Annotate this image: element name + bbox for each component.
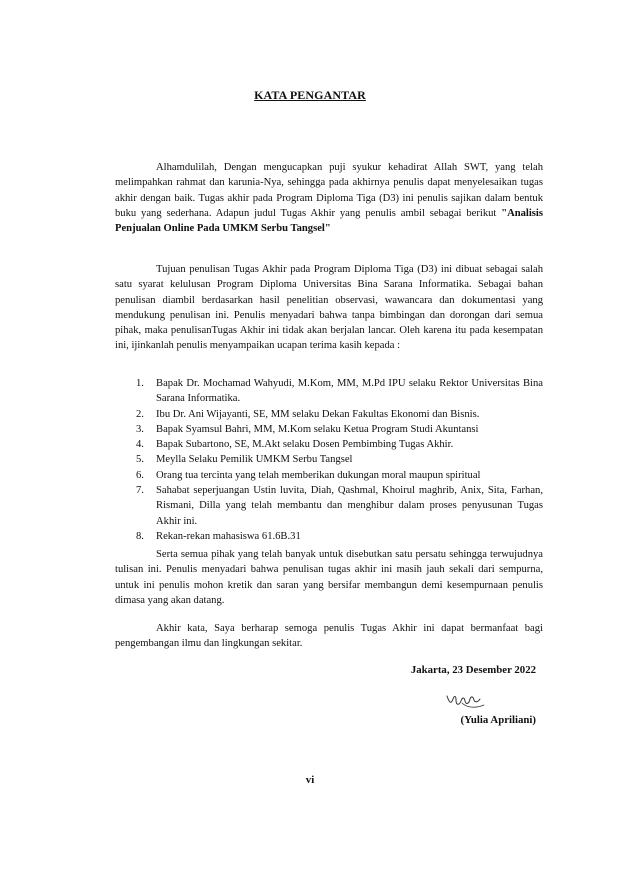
closing-paragraph: Akhir kata, Saya berharap semoga penulis Tugas Akhir ini dapat bermanfaat bagi pengembangan ilmu dan lingkungan sekitar.: [115, 623, 543, 650]
intro-paragraph-text: Alhamdulilah, Dengan mengucapkan puji syukur kehadirat Allah SWT, yang telah melimpahkan rahmat dan karunia-Nya, sehingga pada akhirnya penulis dapat menyelesaikan tugas akhir dengan baik. Tugas akhir pada Program Diploma Tiga (D3) ini penulis sajikan dalam bentuk buku yang sederhana. Adapun judul Tugas Akhir yang penulis ambil sebagai berikut: [115, 162, 543, 219]
signature-icon: [444, 690, 490, 712]
list-item: [115, 483, 543, 529]
list-item-number: 3.: [136, 423, 144, 435]
list-item: [115, 407, 543, 422]
list-item-number: 2.: [136, 408, 144, 420]
page-title: KATA PENGANTAR: [254, 88, 366, 102]
list-item: [115, 437, 543, 452]
list-item: [115, 529, 543, 544]
intro-paragraph: [115, 160, 543, 236]
list-item-text: Bapak Syamsul Bahri, MM, M.Kom selaku Ketua Program Studi Akuntansi: [156, 423, 479, 435]
list-item-text: Sahabat seperjuangan Ustin luvita, Diah, Qashmal, Khoirul maghrib, Anix, Sita, Farhan, Rismani, Dilla yang telah membantu dan menghibur dalam proses penyusunan Tugas Akhir ini.: [156, 485, 543, 527]
list-item-number: 1.: [136, 378, 144, 389]
list-item: [115, 376, 543, 407]
acknowledgement-paragraph: Serta semua pihak yang telah banyak untuk disebutkan satu persatu sehingga terwujudnya tulisan ini. Penulis menyadari bahwa penulisan tugas akhir ini masih jauh sekali dari sempurna, untuk ini penulis mohon kretik dan saran yang bersifar membangun demi kesempurnaan penulis dimasa yang akan datang.: [115, 549, 543, 606]
list-item-number: 5.: [136, 454, 144, 466]
list-item-text: Ibu Dr. Ani Wijayanti, SE, MM selaku Dekan Fakultas Ekonomi dan Bisnis.: [156, 408, 480, 420]
purpose-paragraph: Tujuan penulisan Tugas Akhir pada Program Diploma Tiga (D3) ini dibuat sebagai salah satu syarat kelulusan Program Diploma Universitas Bina Sarana Informatika. Sebagai bahan penulisan diambil berdasarkan hasil penelitian observasi, wawancara dan dokumentasi yang mendukung penulisan ini. Penulis menyadari bahwa tanpa bimbingan dan dorongan dari semua pihak, maka penulisanTugas Akhir ini tidak akan berjalan lancar. Oleh karena itu pada kesempatan ini, ijinkanlah penulis menyampaikan ucapan terima kasih kepada :: [115, 264, 543, 352]
thesis-title: "Analisis Penjualan Online Pada UMKM Serbu Tangsel": [115, 207, 543, 235]
list-item-number: 7.: [136, 485, 144, 497]
list-item-text: Rekan-rekan mahasiswa 61.6B.31: [156, 530, 301, 542]
page-number: vi: [305, 774, 315, 786]
list-item-text: Orang tua tercinta yang telah memberikan dukungan moral maupun spiritual: [156, 469, 481, 481]
list-item-number: 8.: [136, 530, 144, 542]
list-item-text: Meylla Selaku Pemilik UMKM Serbu Tangsel: [156, 454, 353, 466]
list-item-number: 4.: [136, 439, 144, 451]
signer-name: (Yulia Apriliani): [460, 714, 536, 726]
place-date: Jakarta, 23 Desember 2022: [410, 664, 536, 676]
list-item-number: 6.: [136, 469, 144, 481]
list-item-text: Bapak Subartono, SE, M.Akt selaku Dosen Pembimbing Tugas Akhir.: [156, 439, 454, 451]
list-item-text: Bapak Dr. Mochamad Wahyudi, M.Kom, MM, M.Pd IPU selaku Rektor Universitas Bina Sarana Informatika.: [156, 378, 543, 405]
thanks-list: [115, 376, 543, 544]
list-item: [115, 422, 543, 437]
list-item: [115, 452, 543, 467]
list-item: [115, 468, 543, 483]
